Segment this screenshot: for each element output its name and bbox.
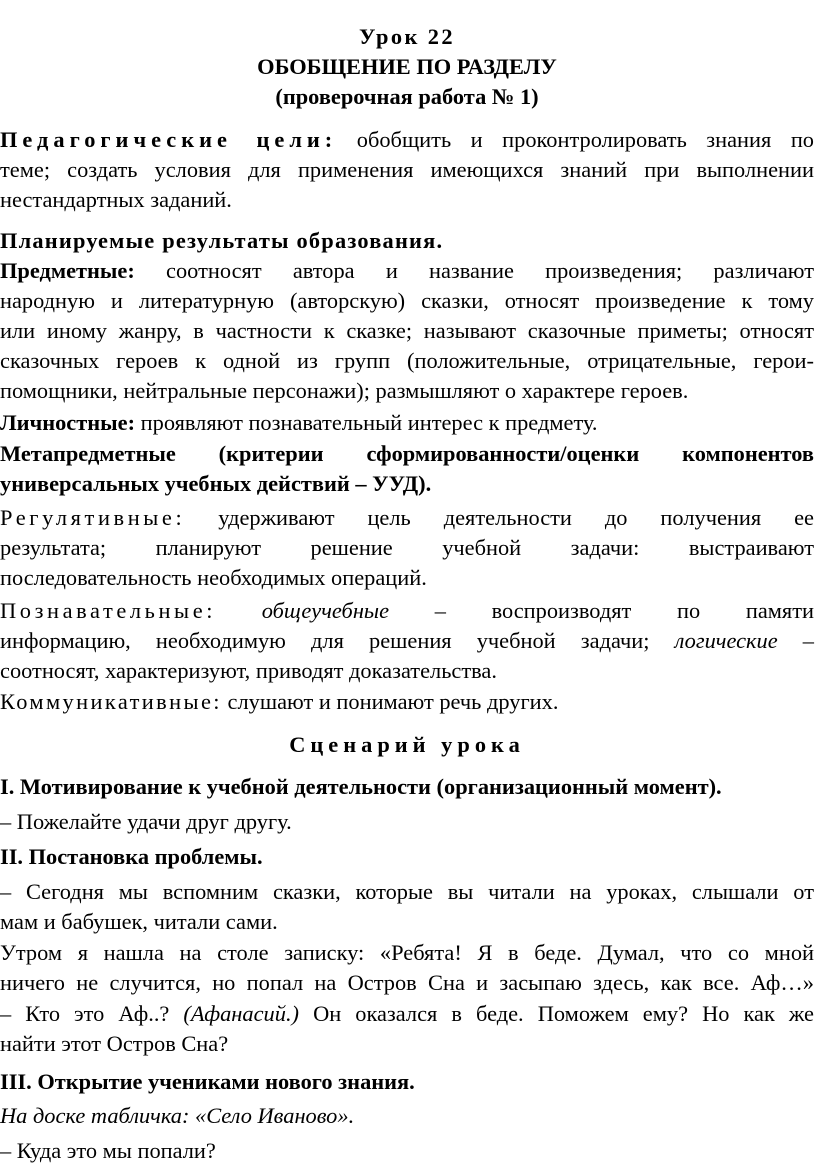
- lesson-number: Урок 22: [359, 24, 455, 49]
- personal-label: Личностные:: [0, 410, 136, 435]
- stage-2-p1-line-1: – Сегодня мы вспомним сказки, которые вы читали на уроках, слышали от: [0, 879, 814, 904]
- communicative-label: Коммуникативные:: [0, 689, 222, 714]
- stage-1-line-1: – Пожелайте удачи друг другу.: [0, 809, 292, 834]
- subject-line-5: помощники, нейтральные персонажи); размышляют о характере героев.: [0, 378, 689, 403]
- regulative-line-1: Регулятивные: удерживают цель деятельности до получения ее: [0, 505, 814, 530]
- stage-2-p2-line-2: ничего не случится, но попал на Остров Сна и засыпаю здесь, как все. Аф…»: [0, 970, 814, 995]
- stage-3-question: – Куда это мы попали?: [0, 1138, 216, 1163]
- communicative-line: Коммуникативные: слушают и понимают речь других.: [0, 689, 559, 714]
- cognitive-term-general: общеучебные: [261, 598, 390, 623]
- personal-line: Личностные: проявляют познавательный интерес к предмету.: [0, 410, 598, 435]
- stage-2-p2-line-1: Утром я нашла на столе записку: «Ребята! Я в беде. Думал, что со мной: [0, 940, 814, 965]
- goals-line-2: теме; создать условия для применения имеющихся знаний при выполнении: [0, 157, 814, 182]
- stage-2-answer: (Афанасий.): [183, 1001, 299, 1026]
- stage-3-board-note: На доске табличка: «Село Иваново».: [0, 1103, 355, 1128]
- page-subtitle: (проверочная работа № 1): [275, 84, 539, 109]
- page-title: ОБОБЩЕНИЕ ПО РАЗДЕЛУ: [257, 54, 557, 79]
- planned-results-heading: Планируемые результаты образования.: [0, 228, 444, 253]
- goals-line-3: нестандартных заданий.: [0, 187, 232, 212]
- subject-line-3: или иному жанру, в частности к сказке; называют сказочные приметы; относят: [0, 318, 814, 343]
- goals-line-1: Педагогические цели: обобщить и проконтролировать знания по: [0, 127, 814, 152]
- goals-label: Педагогические цели:: [0, 127, 338, 152]
- cognitive-line-2: информацию, необходимую для решения учебной задачи; логические –: [0, 628, 814, 653]
- stage-2-p3-line-2: найти этот Остров Сна?: [0, 1031, 229, 1056]
- cognitive-line-3: соотносят, характеризуют, приводят доказательства.: [0, 658, 497, 683]
- cognitive-label: Познавательные:: [0, 598, 217, 623]
- meta-line-1: Метапредметные (критерии сформированности/оценки компонентов: [0, 441, 814, 466]
- stage-3-heading: III. Открытие учениками нового знания.: [0, 1069, 415, 1094]
- stage-2-p3-line-1: – Кто это Аф..? (Афанасий.) Он оказался в беде. Поможем ему? Но как же: [0, 1001, 814, 1026]
- cognitive-term-logical: логические: [674, 628, 778, 653]
- regulative-line-2: результата; планируют решение учебной задачи: выстраивают: [0, 535, 814, 560]
- regulative-label: Регулятивные:: [0, 505, 186, 530]
- regulative-line-3: последовательность необходимых операций.: [0, 565, 427, 590]
- stage-2-heading: II. Постановка проблемы.: [0, 844, 263, 869]
- scenario-heading: Сценарий урока: [289, 732, 525, 757]
- subject-line-1: Предметные: соотносят автора и название произведения; различают: [0, 258, 814, 283]
- subject-label: Предметные:: [0, 258, 135, 283]
- subject-line-4: сказочных героев к одной из групп (положительные, отрицательные, герои-: [0, 348, 814, 373]
- cognitive-line-1: Познавательные: общеучебные – воспроизводят по памяти: [0, 598, 814, 623]
- subject-line-2: народную и литературную (авторскую) сказки, относят произведение к тому: [0, 288, 814, 313]
- stage-2-p1-line-2: мам и бабушек, читали сами.: [0, 909, 278, 934]
- stage-1-heading: I. Мотивирование к учебной деятельности (организационный момент).: [0, 774, 722, 799]
- meta-line-2: универсальных учебных действий – УУД).: [0, 471, 432, 496]
